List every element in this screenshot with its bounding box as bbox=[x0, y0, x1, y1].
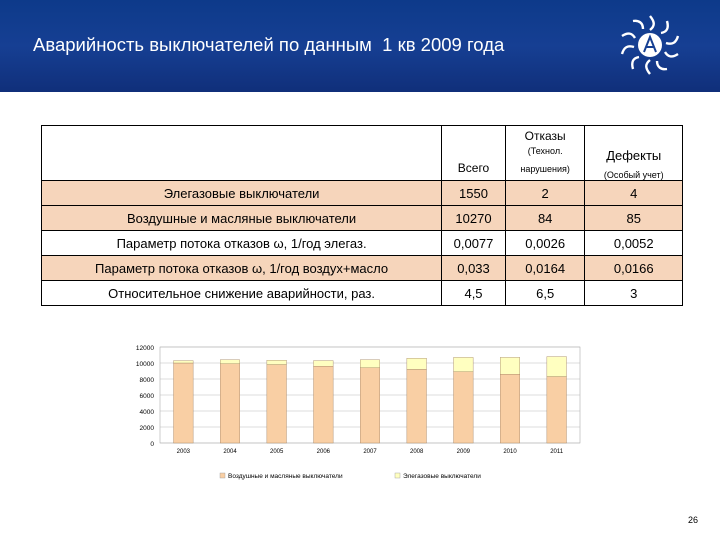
cell-total: 0,033 bbox=[442, 256, 506, 281]
x-tick-label: 2008 bbox=[409, 449, 424, 455]
row-label: Относительное снижение аварийности, раз. bbox=[42, 281, 442, 306]
bar-air-oil bbox=[547, 377, 567, 443]
legend-label: Элегазовые выключатели bbox=[403, 473, 481, 480]
failure-table bbox=[41, 125, 683, 306]
x-tick-label: 2003 bbox=[176, 449, 191, 455]
y-tick-label: 10000 bbox=[135, 361, 154, 368]
bar-sf6 bbox=[454, 357, 474, 371]
cell-total: 1550 bbox=[442, 181, 506, 206]
bar-air-oil bbox=[407, 369, 427, 443]
bar-sf6 bbox=[174, 361, 194, 363]
table-row bbox=[42, 206, 683, 231]
bar-sf6 bbox=[500, 357, 520, 374]
row-label: Воздушные и масляные выключатели bbox=[42, 206, 442, 231]
bar-air-oil bbox=[174, 363, 194, 443]
cell-failures: 6,5 bbox=[505, 281, 585, 306]
bar-air-oil bbox=[220, 364, 240, 443]
y-tick-label: 12000 bbox=[135, 345, 154, 352]
cell-failures: 0,0164 bbox=[505, 256, 585, 281]
cell-total: 4,5 bbox=[442, 281, 506, 306]
table-row bbox=[42, 281, 683, 306]
cell-defects: 4 bbox=[585, 181, 683, 206]
table-header-row bbox=[42, 126, 683, 181]
header-defects: Дефекты bbox=[606, 148, 662, 163]
legend-label: Воздушные и масляные выключатели bbox=[228, 473, 343, 480]
x-tick-label: 2006 bbox=[316, 449, 331, 455]
bar-sf6 bbox=[407, 358, 427, 369]
table-row bbox=[42, 256, 683, 281]
bar-sf6 bbox=[314, 361, 334, 367]
x-tick-label: 2009 bbox=[456, 449, 471, 455]
x-tick-label: 2010 bbox=[503, 449, 517, 455]
x-tick-label: 2007 bbox=[363, 449, 377, 455]
table-row bbox=[42, 231, 683, 256]
bar-air-oil bbox=[360, 368, 380, 443]
y-tick-label: 4000 bbox=[139, 409, 154, 416]
cell-defects: 3 bbox=[585, 281, 683, 306]
bar-sf6 bbox=[220, 360, 240, 364]
header-defects-note: (Особый учет) bbox=[603, 170, 664, 180]
row-label: Элегазовые выключатели bbox=[42, 181, 442, 206]
y-tick-label: 8000 bbox=[139, 377, 154, 384]
cell-defects: 85 bbox=[585, 206, 683, 231]
x-tick-label: 2011 bbox=[550, 449, 564, 455]
bar-air-oil bbox=[267, 365, 287, 443]
header-failures-note-1: (Технол. bbox=[527, 146, 563, 156]
header-empty-cell bbox=[42, 126, 442, 181]
bar-sf6 bbox=[360, 360, 380, 368]
header-failures-note-2: нарушения) bbox=[520, 164, 570, 174]
cell-failures: 84 bbox=[505, 206, 585, 231]
row-label: Параметр потока отказов ω, 1/год элегаз. bbox=[42, 231, 442, 256]
header-failures: Отказы bbox=[524, 129, 566, 143]
stacked-bar-chart bbox=[120, 335, 590, 495]
legend-swatch bbox=[395, 473, 400, 478]
bar-air-oil bbox=[500, 374, 520, 443]
bar-sf6 bbox=[547, 357, 567, 377]
header-total: Всего bbox=[457, 161, 490, 175]
y-tick-label: 2000 bbox=[139, 425, 154, 432]
bar-air-oil bbox=[454, 372, 474, 443]
cell-failures: 0,0026 bbox=[505, 231, 585, 256]
row-label: Параметр потока отказов ω, 1/год воздух+масло bbox=[42, 256, 442, 281]
x-tick-label: 2005 bbox=[269, 449, 284, 455]
page-title: Аварийность выключателей по данным 1 кв 2009 года bbox=[33, 34, 505, 55]
bar-air-oil bbox=[314, 366, 334, 443]
page-number: 26 bbox=[688, 515, 699, 525]
header-bar bbox=[0, 0, 720, 92]
cell-defects: 0,0052 bbox=[585, 231, 683, 256]
y-tick-label: 0 bbox=[150, 441, 154, 448]
cell-total: 10270 bbox=[442, 206, 506, 231]
y-tick-label: 6000 bbox=[139, 393, 154, 400]
cell-total: 0,0077 bbox=[442, 231, 506, 256]
bar-sf6 bbox=[267, 360, 287, 364]
energy-company-logo-icon bbox=[617, 12, 683, 78]
table-row bbox=[42, 181, 683, 206]
legend-swatch bbox=[220, 473, 225, 478]
x-tick-label: 2004 bbox=[223, 449, 237, 455]
cell-defects: 0,0166 bbox=[585, 256, 683, 281]
cell-failures: 2 bbox=[505, 181, 585, 206]
